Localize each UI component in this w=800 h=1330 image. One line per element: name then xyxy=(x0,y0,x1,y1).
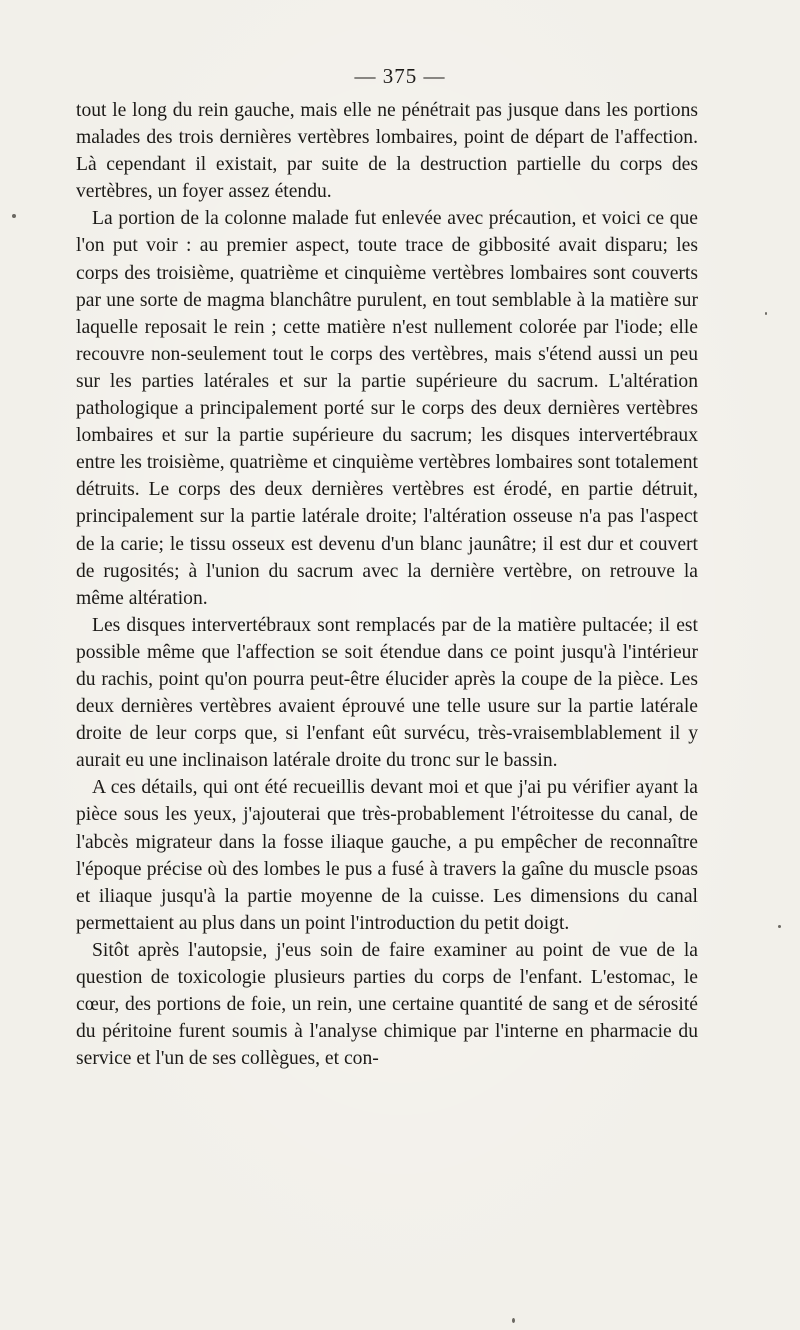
paper-speck xyxy=(778,925,781,928)
paper-speck xyxy=(765,312,767,315)
paragraph-4: A ces détails, qui ont été recueillis devant moi et que j'ai pu vérifier ayant la pièce sous les yeux, j'ajouterai que très-probablement l'étroitesse du canal, de l'abcès migrateur dans la fosse iliaque gauche, a pu empêcher de reconnaître l'époque précise où des lombes le pus a fusé à travers la gaîne du muscle psoas et iliaque jusqu'à la partie moyenne de la cuisse. Les dimensions du canal permettaient au plus dans un point l'introduction du petit doigt. xyxy=(76,777,698,934)
page-number: — 375 — xyxy=(354,64,446,88)
paper-speck xyxy=(512,1318,515,1323)
paragraph-5: Sitôt après l'autopsie, j'eus soin de faire examiner au point de vue de la question de toxicologie plusieurs parties du corps de l'enfant. L'estomac, le cœur, des portions de foie, un rein, une certaine quantité de sang et de sérosité du péritoine furent soumis à l'analyse chimique par l'interne en pharmacie du service et l'un de ses collègues, et con- xyxy=(76,939,698,1070)
body-text xyxy=(76,97,698,1072)
paragraph-2: La portion de la colonne malade fut enlevée avec précaution, et voici ce que l'on put voir : au premier aspect, toute trace de gibbosité avait disparu; les corps des troisième, quatrième et cinquième vertèbres lombaires sont couverts par une sorte de magma blanchâtre purulent, en tout semblable à la matière sur laquelle reposait le rein ; cette matière n'est nullement colorée par l'iode; elle recouvre non-seulement tout le corps des vertèbres, mais s'étend aussi un peu sur les parties latérales et sur la partie supérieure du sacrum. L'altération pathologique a principalement porté sur le corps des deux dernières vertèbres lombaires et sur la partie supérieure du sacrum; les disques intervertébraux entre les troisième, quatrième et cinquième vertèbres lombaires sont totalement détruits. Le corps des deux dernières vertèbres est érodé, en partie détruit, principalement sur la partie latérale droite; l'altération osseuse n'a pas l'aspect de la carie; le tissu osseux est devenu d'un blanc jaunâtre; il est dur et couvert de rugosités; à l'union du sacrum avec la dernière vertèbre, on retrouve la même altération. xyxy=(76,208,698,609)
paragraph-3: Les disques intervertébraux sont remplacés par de la matière pultacée; il est possible même que l'affection se soit étendue dans ce point jusqu'à l'intérieur du rachis, point qu'on pourra peut-être élucider après la coupe de la pièce. Les deux dernières vertèbres avaient éprouvé une telle usure sur la partie latérale droite de leur corps que, si l'enfant eût survécu, très-vraisemblablement il y aurait eu une inclinaison latérale droite du tronc sur le bassin. xyxy=(76,614,698,772)
paper-speck xyxy=(12,214,16,218)
paragraph-1: tout le long du rein gauche, mais elle ne pénétrait pas jusque dans les portions malades des trois dernières vertèbres lombaires, point de départ de l'affection. Là cependant il existait, par suite de la destruction partielle du corps des vertèbres, un foyer assez étendu. xyxy=(76,100,698,203)
